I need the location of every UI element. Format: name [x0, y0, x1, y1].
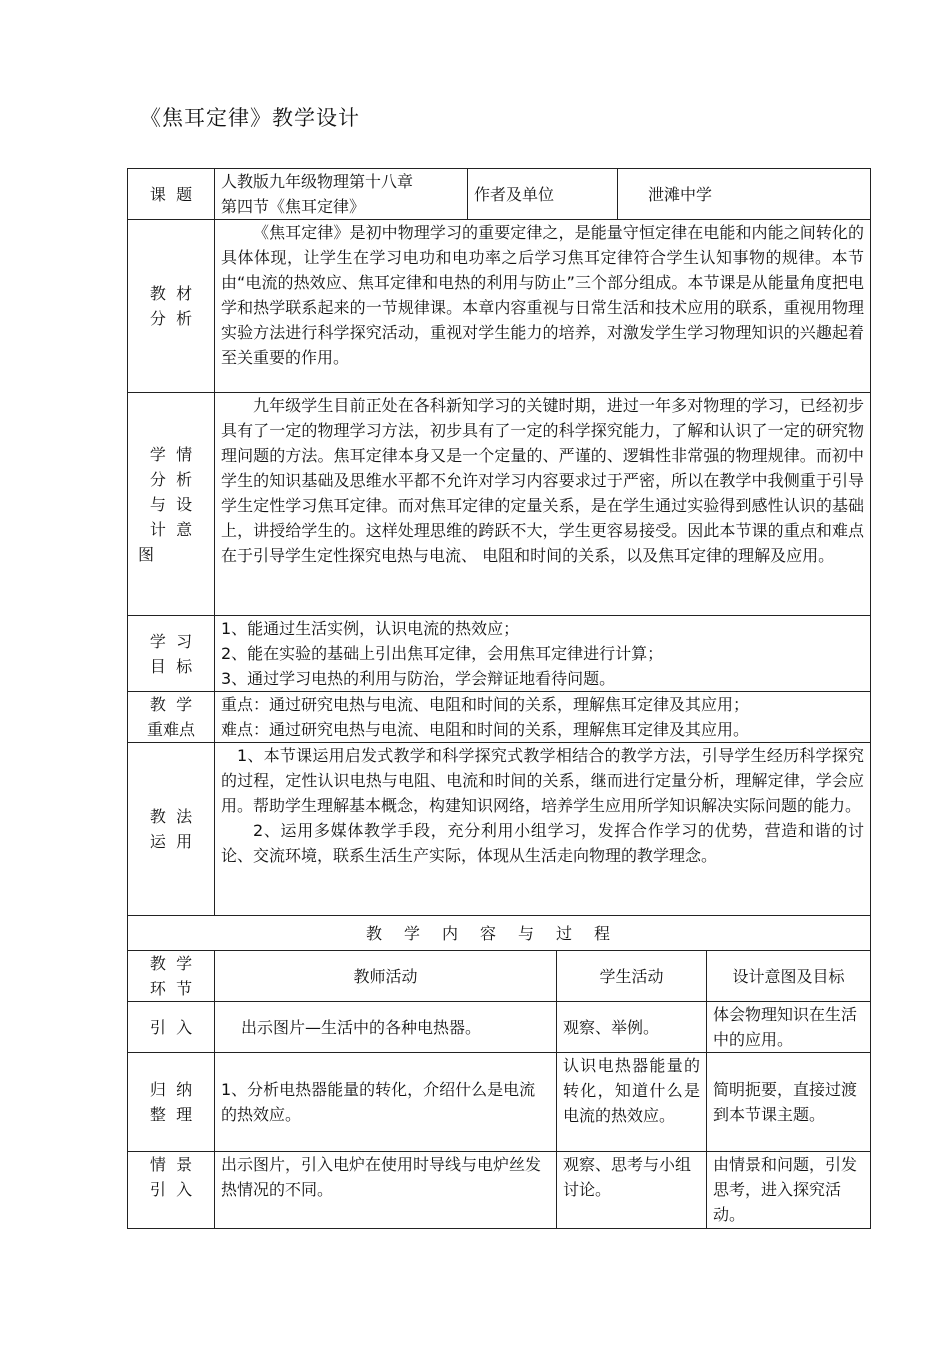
- author-value: 泄滩中学: [618, 169, 871, 220]
- material-row: [128, 220, 871, 393]
- keypoint-item: 难点：通过研究电热与电流、电阻和时间的关系，理解焦耳定律及其应用。: [221, 720, 750, 739]
- goal-item: 2、能在实验的基础上引出焦耳定律，会用焦耳定律进行计算；: [221, 644, 664, 663]
- process-teacher: 1、分析电热器能量的转化，介绍什么是电流的热效应。: [215, 1053, 557, 1152]
- stage-column-header: 教 学 环 节: [128, 951, 215, 1002]
- process-intent: 体会物理知识在生活中的应用。: [707, 1002, 871, 1053]
- goals-list: [215, 616, 871, 692]
- topic-value: 人教版九年级物理第十八章 第四节《焦耳定律》: [215, 169, 468, 220]
- goal-item: 1、能通过生活实例，认识电流的热效应；: [221, 619, 520, 638]
- process-columns-row: [128, 951, 871, 1002]
- document-title: 《焦耳定律》教学设计: [140, 106, 360, 130]
- intent-column-header: 设计意图及目标: [707, 951, 871, 1002]
- process-stage: 情 景 引 入: [128, 1152, 215, 1229]
- process-intent: 由情景和问题，引发思考，进入探究活动。: [707, 1152, 871, 1229]
- keypoints-row: [128, 692, 871, 743]
- process-teacher: 出示图片，引入电炉在使用时导线与电炉丝发热情况的不同。: [215, 1152, 557, 1229]
- info-row: [128, 169, 871, 220]
- goals-row: [128, 616, 871, 692]
- keypoints-list: [215, 692, 871, 743]
- process-student: 观察、举例。: [557, 1002, 707, 1053]
- student-column-header: 学生活动: [557, 951, 707, 1002]
- students-row: [128, 393, 871, 616]
- process-student: 认识电热器能量的转化，知道什么是电流的热效应。: [557, 1053, 707, 1152]
- teacher-column-header: 教师活动: [215, 951, 557, 1002]
- process-stage: 引 入: [128, 1002, 215, 1053]
- process-row: [128, 1152, 871, 1229]
- process-row: [128, 1053, 871, 1152]
- students-label: 学 情 分 析 与 设 计 意 图: [128, 393, 215, 616]
- keypoint-item: 重点：通过研究电热与电流、电阻和时间的关系，理解焦耳定律及其应用；: [221, 695, 750, 714]
- methods-row: [128, 743, 871, 916]
- methods-text: 1、本节课运用启发式教学和科学探究式教学相结合的教学方法，引导学生经历科学探究的过程，定性认识电热与电阻、电流和时间的关系，继而进行定量分析，理解定律，学会应用。帮助学生理解基本概念，构建知识网络，培养学生应用所学知识解决实际问题的能力。 2、运用多媒体教学手段，充分利用小组学习，发挥合作学习的优势，营造和谐的讨论、交流环境，联系生活生产实际，体现从生活走向物理的教学理念。: [215, 743, 871, 916]
- keypoints-label: 教 学 重难点: [128, 692, 215, 743]
- process-header-row: [128, 916, 871, 951]
- lesson-plan-table: [127, 168, 871, 1229]
- process-row: [128, 1002, 871, 1053]
- process-intent: 简明扼要，直接过渡到本节课主题。: [707, 1053, 871, 1152]
- students-text: 九年级学生目前正处在各科新知学习的关键时期，进过一年多对物理的学习，已经初步具有了一定的物理学习方法，初步具有了一定的科学探究能力，了解和认识了一定的研究物理问题的方法。焦耳定律本身又是一个定量的、严谨的、逻辑性非常强的物理规律。而初中学生的知识基础及思维水平都不允许对学习内容要求过于严密，所以在教学中我侧重于引导学生定性学习焦耳定律。而对焦耳定律的定量关系，是在学生通过实验得到感性认识的基础上，讲授给学生的。这样处理思维的跨跃不大，学生更容易接受。因此本节课的重点和难点在于引导学生定性探究电热与电流、 电阻和时间的关系，以及焦耳定律的理解及应用。: [215, 393, 871, 616]
- material-label: 教 材 分 析: [128, 220, 215, 393]
- process-student: 观察、思考与小组讨论。: [557, 1152, 707, 1229]
- methods-label: 教 法 运 用: [128, 743, 215, 916]
- process-teacher: 出示图片—生活中的各种电热器。: [215, 1002, 557, 1053]
- author-label: 作者及单位: [468, 169, 618, 220]
- material-text: 《焦耳定律》是初中物理学习的重要定律之，是能量守恒定律在电能和内能之间转化的具体体现，让学生在学习电功和电功率之后学习焦耳定律符合学生认知事物的规律。本节由“电流的热效应、焦耳定律和电热的利用与防止”三个部分组成。本节课是从能量角度把电学和热学联系起来的一节规律课。本章内容重视与日常生活和技术应用的联系，重视用物理实验方法进行科学探究活动，重视对学生能力的培养，对激发学生学习物理知识的兴趣起着至关重要的作用。: [215, 220, 871, 393]
- process-header: 教学内容与过程: [128, 916, 871, 951]
- process-stage: 归 纳 整 理: [128, 1053, 215, 1152]
- goals-label: 学 习 目 标: [128, 616, 215, 692]
- topic-label: 课 题: [128, 169, 215, 220]
- goal-item: 3、通过学习电热的利用与防治，学会辩证地看待问题。: [221, 669, 616, 688]
